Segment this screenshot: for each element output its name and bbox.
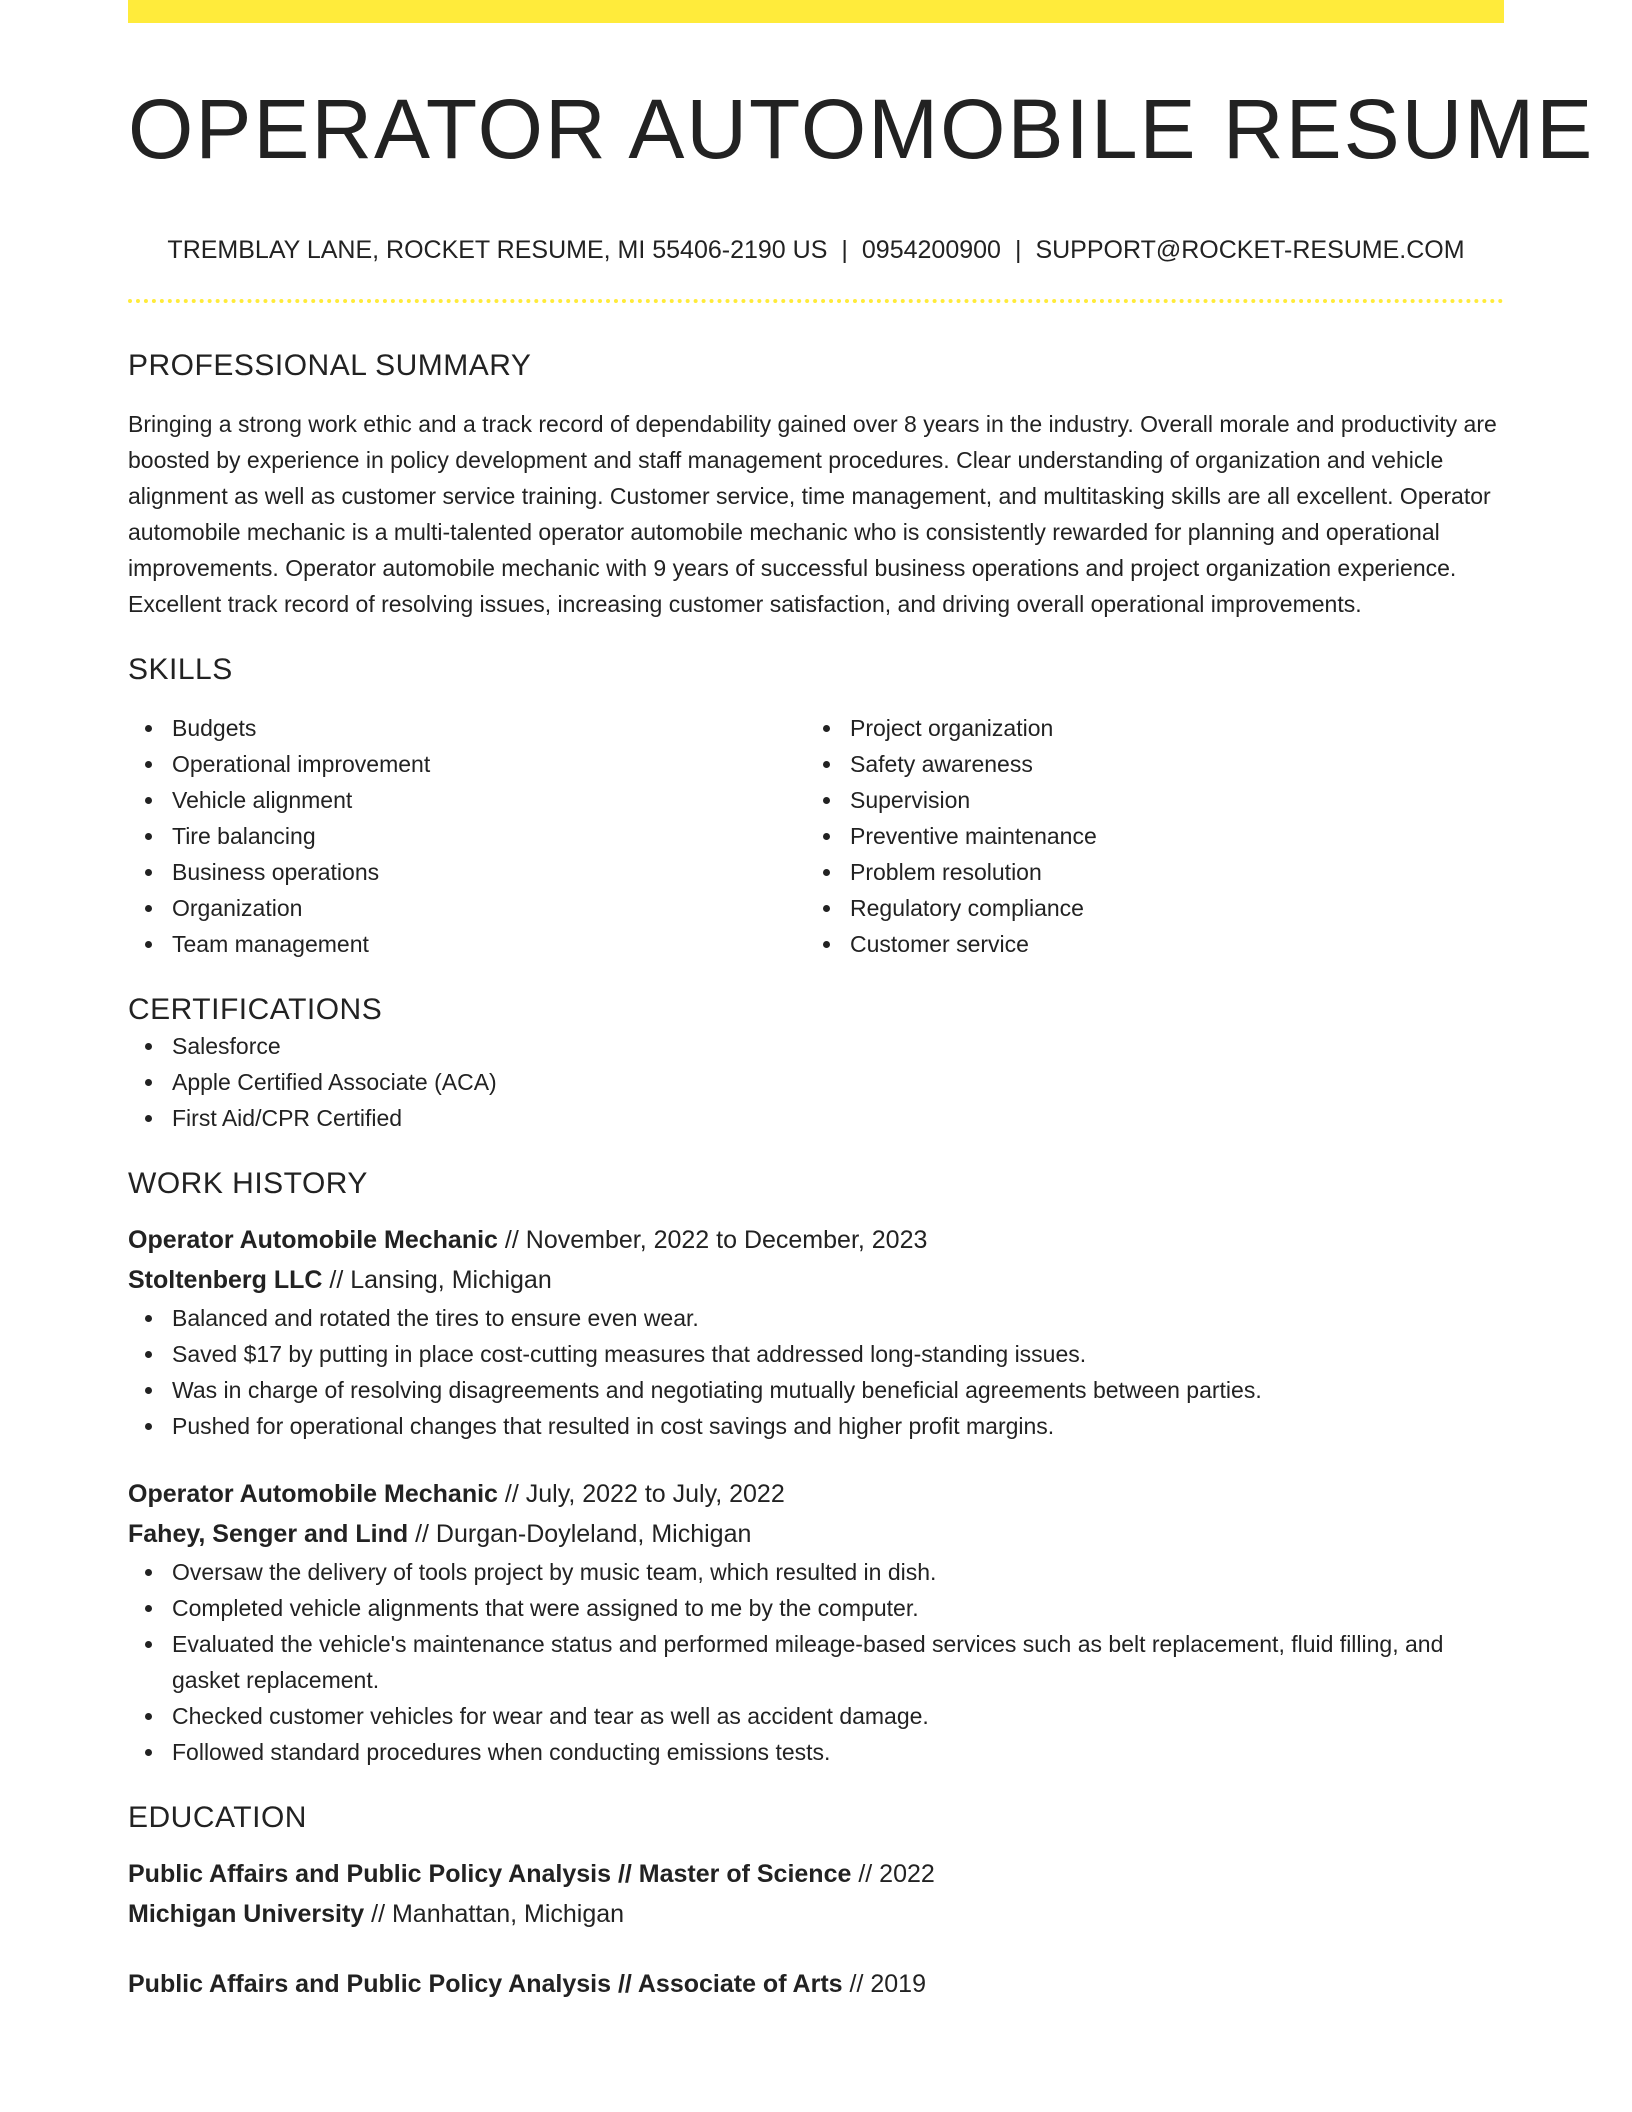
skill-item: Regulatory compliance	[806, 890, 1484, 926]
skill-item: Safety awareness	[806, 746, 1484, 782]
education-year: // 2022	[858, 1860, 935, 1888]
skill-item: Budgets	[128, 710, 806, 746]
job-title: Operator Automobile Mechanic	[128, 1226, 498, 1254]
job-company-line	[128, 1260, 1504, 1300]
skill-item: Tire balancing	[128, 818, 806, 854]
job-duty: Completed vehicle alignments that were assigned to me by the computer.	[128, 1590, 1504, 1626]
job-duty: Pushed for operational changes that resulted in cost savings and higher profit margins.	[128, 1408, 1504, 1444]
contact-address: TREMBLAY LANE, ROCKET RESUME, MI 55406-2190 US	[167, 236, 828, 264]
summary-heading: PROFESSIONAL SUMMARY	[128, 349, 532, 382]
education-degree: Public Affairs and Public Policy Analysis // Master of Science	[128, 1860, 852, 1888]
skill-item: Organization	[128, 890, 806, 926]
dotted-divider	[128, 299, 1504, 303]
education-entry	[128, 1964, 1504, 2004]
certifications-heading: CERTIFICATIONS	[128, 993, 383, 1026]
job-duties-list	[128, 1554, 1504, 1770]
education-school-line	[128, 1894, 1504, 1934]
job-title: Operator Automobile Mechanic	[128, 1480, 498, 1508]
job-dates: // November, 2022 to December, 2023	[504, 1226, 928, 1254]
skills-column-left	[128, 710, 806, 962]
contact-line	[128, 235, 1504, 265]
job-company: Stoltenberg LLC	[128, 1266, 323, 1294]
contact-email[interactable]: SUPPORT@ROCKET-RESUME.COM	[1035, 236, 1465, 264]
job-dates: // July, 2022 to July, 2022	[504, 1480, 785, 1508]
education-heading: EDUCATION	[128, 1801, 307, 1834]
skill-item: Customer service	[806, 926, 1484, 962]
job-entry	[128, 1474, 1504, 1770]
job-entry	[128, 1220, 1504, 1444]
education-entry	[128, 1854, 1504, 1934]
job-duty: Evaluated the vehicle's maintenance status and performed mileage-based services such as belt replacement, fluid filling, and gasket replacement.	[128, 1626, 1504, 1698]
skills-columns	[128, 710, 1504, 962]
job-location: // Lansing, Michigan	[329, 1266, 552, 1294]
skill-item: Operational improvement	[128, 746, 806, 782]
certification-item: Apple Certified Associate (ACA)	[128, 1064, 1504, 1100]
job-title-line	[128, 1220, 1504, 1260]
education-school: Michigan University	[128, 1900, 365, 1928]
resume-page	[128, 0, 1595, 2004]
job-location: // Durgan-Doyleland, Michigan	[415, 1520, 752, 1548]
skills-column-right	[806, 710, 1484, 962]
certifications-list	[128, 1028, 1504, 1136]
skill-item: Vehicle alignment	[128, 782, 806, 818]
education-degree-line	[128, 1854, 1504, 1894]
job-duty: Oversaw the delivery of tools project by music team, which resulted in dish.	[128, 1554, 1504, 1590]
job-duty: Balanced and rotated the tires to ensure even wear.	[128, 1300, 1504, 1336]
skill-item: Preventive maintenance	[806, 818, 1484, 854]
job-duty: Was in charge of resolving disagreements and negotiating mutually beneficial agreements between parties.	[128, 1372, 1504, 1408]
contact-separator: |	[1014, 236, 1022, 264]
skills-heading: SKILLS	[128, 653, 233, 686]
education-location: // Manhattan, Michigan	[371, 1900, 625, 1928]
education-year: // 2019	[849, 1970, 926, 1998]
education-degree: Public Affairs and Public Policy Analysis // Associate of Arts	[128, 1970, 843, 1998]
skill-item: Supervision	[806, 782, 1484, 818]
skill-item: Project organization	[806, 710, 1484, 746]
resume-title: OPERATOR AUTOMOBILE RESUME	[128, 82, 1595, 176]
job-title-line	[128, 1474, 1504, 1514]
contact-separator: |	[841, 236, 848, 264]
job-duty: Followed standard procedures when conducting emissions tests.	[128, 1734, 1504, 1770]
education-degree-line	[128, 1964, 1504, 2004]
job-duty: Checked customer vehicles for wear and tear as well as accident damage.	[128, 1698, 1504, 1734]
skills-list-right	[806, 710, 1484, 962]
work-history-heading: WORK HISTORY	[128, 1167, 368, 1200]
certification-item: Salesforce	[128, 1028, 1504, 1064]
job-company-line	[128, 1514, 1504, 1554]
skill-item: Problem resolution	[806, 854, 1484, 890]
accent-bar	[128, 0, 1504, 23]
certification-item: First Aid/CPR Certified	[128, 1100, 1504, 1136]
job-duty: Saved $17 by putting in place cost-cutting measures that addressed long-standing issues.	[128, 1336, 1504, 1372]
job-company: Fahey, Senger and Lind	[128, 1520, 409, 1548]
skill-item: Business operations	[128, 854, 806, 890]
skills-list-left	[128, 710, 806, 962]
contact-phone[interactable]: 0954200900	[861, 236, 1001, 264]
summary-text: Bringing a strong work ethic and a track record of dependability gained over 8 years in the industry. Overall morale and productivity are boosted by experience in policy development and staff management procedures. Clear understanding of organization and vehicle alignment as well as customer service training. Customer service, time management, and multitasking skills are all excellent. Operator automobile mechanic is a multi-talented operator automobile mechanic who is consistently rewarded for planning and operational improvements. Operator automobile mechanic with 9 years of successful business operations and project organization experience. Excellent track record of resolving issues, increasing customer satisfaction, and driving overall operational improvements.	[128, 411, 1497, 617]
skill-item: Team management	[128, 926, 806, 962]
job-duties-list	[128, 1300, 1504, 1444]
